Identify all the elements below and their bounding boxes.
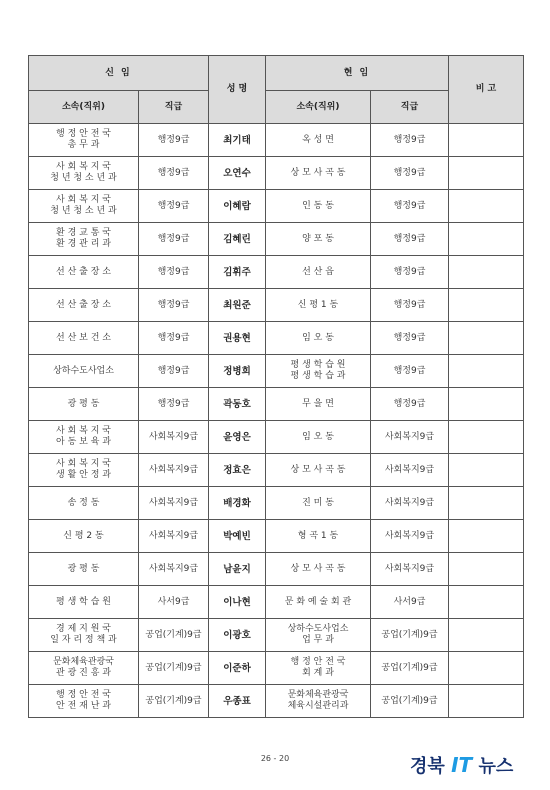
name-cell: 정병희 (209, 355, 266, 388)
note-cell (449, 256, 524, 289)
new-grade-cell: 행정9급 (139, 157, 209, 190)
logo-it: IT (451, 753, 473, 777)
new-grade-cell: 행정9급 (139, 388, 209, 421)
new-grade-cell: 사회복지9급 (139, 454, 209, 487)
name-cell: 우종표 (209, 685, 266, 718)
new-dept-cell-line: 문화체육관광국 (53, 657, 114, 667)
cur-dept-cell-line: 상 모 사 곡 동 (290, 464, 346, 475)
new-grade-cell: 행정9급 (139, 289, 209, 322)
table-row (29, 355, 524, 388)
new-dept-cell (29, 190, 139, 223)
note-cell (449, 520, 524, 553)
table-row (29, 289, 524, 322)
table-row (29, 586, 524, 619)
cur-dept-cell-line: 형 곡 1 동 (297, 530, 339, 541)
header-new-dept: 소속(직위) (29, 91, 139, 124)
cur-dept-cell (266, 454, 371, 487)
new-dept-cell-line: 사 회 복 지 국 (56, 162, 111, 172)
table-row (29, 322, 524, 355)
new-dept-cell-line: 관 광 진 흥 과 (56, 668, 111, 678)
cur-dept-cell (266, 487, 371, 520)
new-dept-cell-line: 환 경 교 통 국 (56, 228, 111, 238)
new-dept-cell-line: 사 회 복 지 국 (56, 426, 111, 436)
table-row (29, 190, 524, 223)
name-cell: 최기태 (209, 124, 266, 157)
note-cell (449, 355, 524, 388)
cur-grade-cell: 공업(기계)9급 (371, 685, 449, 718)
cur-grade-cell: 행정9급 (371, 322, 449, 355)
new-dept-cell-line: 선 산 보 건 소 (56, 332, 111, 343)
cur-dept-cell (266, 388, 371, 421)
table-row (29, 553, 524, 586)
new-dept-cell (29, 124, 139, 157)
name-cell: 김휘주 (209, 256, 266, 289)
cur-grade-cell: 사회복지9급 (371, 520, 449, 553)
new-dept-cell (29, 223, 139, 256)
new-dept-cell-line: 생 활 안 정 과 (56, 470, 111, 480)
new-dept-cell (29, 487, 139, 520)
cur-dept-cell (266, 355, 371, 388)
new-dept-cell-line: 안 전 재 난 과 (56, 701, 111, 711)
table-row (29, 454, 524, 487)
name-cell: 윤영은 (209, 421, 266, 454)
new-dept-cell (29, 619, 139, 652)
cur-dept-cell (266, 586, 371, 619)
cur-dept-cell (266, 652, 371, 685)
new-dept-cell-line: 아 동 보 육 과 (56, 437, 111, 447)
new-grade-cell: 행정9급 (139, 223, 209, 256)
note-cell (449, 322, 524, 355)
cur-grade-cell: 사회복지9급 (371, 487, 449, 520)
cur-dept-cell-line: 임 오 동 (302, 332, 334, 343)
new-grade-cell: 공업(기계)9급 (139, 619, 209, 652)
cur-dept-cell (266, 421, 371, 454)
logo-right: 뉴스 (478, 756, 514, 777)
cur-grade-cell: 사회복지9급 (371, 553, 449, 586)
new-dept-cell-line: 경 제 지 원 국 (56, 624, 111, 634)
name-cell: 이준하 (209, 652, 266, 685)
personnel-table (28, 55, 524, 718)
table-row (29, 256, 524, 289)
table-row (29, 124, 524, 157)
cur-dept-cell-line: 문 화 예 술 회 관 (284, 596, 352, 607)
new-dept-cell-line: 환 경 관 리 과 (56, 239, 111, 249)
note-cell (449, 157, 524, 190)
new-grade-cell: 행정9급 (139, 190, 209, 223)
new-dept-cell (29, 289, 139, 322)
cur-dept-cell-line: 선 산 읍 (302, 266, 334, 277)
cur-dept-cell (266, 619, 371, 652)
cur-grade-cell: 행정9급 (371, 223, 449, 256)
cur-grade-cell: 행정9급 (371, 124, 449, 157)
cur-dept-cell (266, 289, 371, 322)
cur-grade-cell: 사회복지9급 (371, 454, 449, 487)
new-dept-cell (29, 652, 139, 685)
cur-dept-cell-line: 양 포 동 (302, 233, 334, 244)
header-name: 성 명 (209, 56, 266, 124)
note-cell (449, 421, 524, 454)
cur-dept-cell-line: 문화체육관광국 (287, 690, 349, 700)
new-dept-cell (29, 586, 139, 619)
new-dept-cell-line: 송 정 동 (67, 497, 100, 508)
header-note: 비 고 (449, 56, 524, 124)
new-grade-cell: 공업(기계)9급 (139, 652, 209, 685)
cur-dept-cell-line: 업 무 과 (302, 635, 334, 645)
name-cell: 이나현 (209, 586, 266, 619)
page-number: 26 - 20 (260, 754, 290, 763)
name-cell: 이광호 (209, 619, 266, 652)
table-row (29, 223, 524, 256)
cur-grade-cell: 행정9급 (371, 289, 449, 322)
cur-dept-cell (266, 190, 371, 223)
name-cell: 이혜람 (209, 190, 266, 223)
cur-dept-cell-line: 상 모 사 곡 동 (290, 167, 346, 178)
new-grade-cell: 사서9급 (139, 586, 209, 619)
new-dept-cell (29, 553, 139, 586)
note-cell (449, 652, 524, 685)
new-grade-cell: 공업(기계)9급 (139, 685, 209, 718)
new-grade-cell: 사회복지9급 (139, 553, 209, 586)
new-dept-cell (29, 388, 139, 421)
note-cell (449, 223, 524, 256)
cur-dept-cell-line: 상 모 사 곡 동 (290, 563, 346, 574)
new-grade-cell: 행정9급 (139, 322, 209, 355)
cur-dept-cell (266, 157, 371, 190)
header-before: 신 임 (29, 56, 209, 91)
new-dept-cell-line: 행 정 안 전 국 (56, 129, 111, 139)
table-body (29, 124, 524, 718)
new-grade-cell: 사회복지9급 (139, 487, 209, 520)
cur-grade-cell: 행정9급 (371, 190, 449, 223)
new-grade-cell: 사회복지9급 (139, 421, 209, 454)
table-row (29, 388, 524, 421)
new-dept-cell-line: 사 회 복 지 국 (56, 195, 111, 205)
note-cell (449, 685, 524, 718)
table-row (29, 487, 524, 520)
cur-dept-cell-line: 임 오 동 (302, 431, 334, 442)
new-dept-cell (29, 421, 139, 454)
table-row (29, 652, 524, 685)
logo (410, 752, 513, 778)
header-cur-grade: 직급 (371, 91, 449, 124)
logo-left: 경북 (410, 756, 445, 777)
name-cell: 박예빈 (209, 520, 266, 553)
cur-grade-cell: 공업(기계)9급 (371, 619, 449, 652)
new-dept-cell-line: 행 정 안 전 국 (56, 690, 111, 700)
table-row (29, 520, 524, 553)
new-dept-cell (29, 256, 139, 289)
new-dept-cell (29, 454, 139, 487)
name-cell: 정효은 (209, 454, 266, 487)
table-row (29, 685, 524, 718)
cur-dept-cell (266, 256, 371, 289)
note-cell (449, 388, 524, 421)
cur-grade-cell: 사회복지9급 (371, 421, 449, 454)
cur-dept-cell (266, 223, 371, 256)
header-current: 현 임 (266, 56, 449, 91)
cur-dept-cell-line: 체육시설관리과 (287, 701, 349, 711)
name-cell: 최원준 (209, 289, 266, 322)
note-cell (449, 586, 524, 619)
cur-dept-cell (266, 124, 371, 157)
new-dept-cell (29, 685, 139, 718)
new-dept-cell-line: 청 년 청 소 년 과 (50, 173, 117, 183)
cur-dept-cell (266, 553, 371, 586)
new-dept-cell-line: 총 무 과 (67, 140, 100, 150)
cur-grade-cell: 행정9급 (371, 157, 449, 190)
new-dept-cell-line: 청 년 청 소 년 과 (50, 206, 117, 216)
cur-grade-cell: 행정9급 (371, 256, 449, 289)
name-cell: 배경화 (209, 487, 266, 520)
header-new-grade: 직급 (139, 91, 209, 124)
new-dept-cell-line: 선 산 출 장 소 (56, 299, 111, 310)
note-cell (449, 289, 524, 322)
new-dept-cell (29, 322, 139, 355)
new-dept-cell-line: 신 평 2 동 (63, 530, 104, 541)
cur-dept-cell-line: 신 평 1 동 (297, 299, 339, 310)
new-dept-cell (29, 520, 139, 553)
cur-dept-cell-line: 옥 성 면 (302, 134, 334, 145)
table-row (29, 421, 524, 454)
new-dept-cell-line: 광 평 동 (67, 563, 100, 574)
new-grade-cell: 행정9급 (139, 355, 209, 388)
header-cur-dept: 소속(직위) (266, 91, 371, 124)
note-cell (449, 487, 524, 520)
cur-dept-cell-line: 평 생 학 습 과 (290, 371, 346, 381)
new-dept-cell-line: 선 산 출 장 소 (56, 266, 111, 277)
new-dept-cell-line: 평 생 학 습 원 (56, 596, 111, 607)
cur-dept-cell-line: 평 생 학 습 원 (290, 360, 346, 370)
new-grade-cell: 행정9급 (139, 124, 209, 157)
note-cell (449, 454, 524, 487)
name-cell: 김혜린 (209, 223, 266, 256)
cur-grade-cell: 행정9급 (371, 388, 449, 421)
name-cell: 남윤지 (209, 553, 266, 586)
note-cell (449, 124, 524, 157)
note-cell (449, 553, 524, 586)
new-dept-cell (29, 355, 139, 388)
table-row (29, 157, 524, 190)
new-dept-cell-line: 일 자 리 정 책 과 (50, 635, 117, 645)
new-grade-cell: 행정9급 (139, 256, 209, 289)
cur-dept-cell (266, 685, 371, 718)
cur-dept-cell-line: 회 계 과 (302, 668, 334, 678)
table-row (29, 619, 524, 652)
cur-dept-cell-line: 진 미 동 (302, 497, 334, 508)
name-cell: 곽동호 (209, 388, 266, 421)
cur-dept-cell (266, 322, 371, 355)
cur-dept-cell-line: 무 을 면 (302, 398, 334, 409)
cur-dept-cell (266, 520, 371, 553)
new-dept-cell-line: 광 평 동 (67, 398, 100, 409)
cur-grade-cell: 공업(기계)9급 (371, 652, 449, 685)
note-cell (449, 190, 524, 223)
new-dept-cell-line: 상하수도사업소 (53, 365, 114, 376)
new-dept-cell-line: 사 회 복 지 국 (56, 459, 111, 469)
cur-dept-cell-line: 행 정 안 전 국 (290, 657, 346, 667)
cur-grade-cell: 행정9급 (371, 355, 449, 388)
name-cell: 권용현 (209, 322, 266, 355)
note-cell (449, 619, 524, 652)
cur-grade-cell: 사서9급 (371, 586, 449, 619)
name-cell: 오연수 (209, 157, 266, 190)
cur-dept-cell-line: 인 동 동 (302, 200, 334, 211)
cur-dept-cell-line: 상하수도사업소 (287, 624, 349, 634)
new-grade-cell: 사회복지9급 (139, 520, 209, 553)
new-dept-cell (29, 157, 139, 190)
